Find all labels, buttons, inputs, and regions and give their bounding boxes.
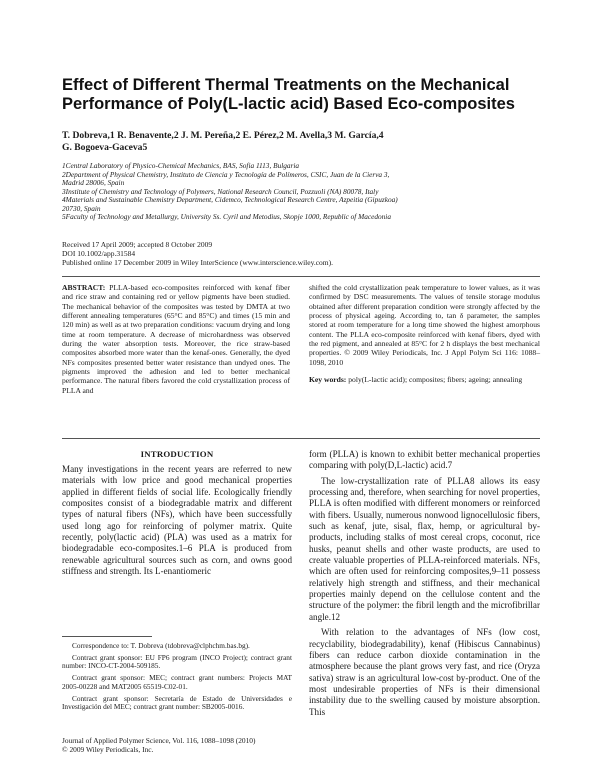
title-line: Performance of Poly(L-lactic acid) Based Eco-composites: [62, 95, 515, 113]
article-title: [62, 76, 562, 114]
affiliation-line: 3Institute of Chemistry and Technology of Polymers, National Research Council, Pozzuoli (NA) 80078, Italy: [62, 186, 379, 196]
abstract-top-rule: [62, 276, 540, 277]
correspondence-note: Correspondence to: T. Dobreva (tdobreva@clphchm.bas.bg).: [72, 641, 250, 650]
affiliation-line: 20730, Spain: [62, 203, 101, 213]
grant-note: Contract grant sponsor: EU FP6 program (INCO Project); contract grant number: INCO-CT-2004-509185.: [62, 652, 292, 671]
author-line: G. Bogoeva-Gaceva5: [62, 141, 148, 153]
body-paragraph: With relation to the advantages of NFs (low cost, recyclability, biodegradability), kenaf (Hibiscus Cannabinus) fibers can reduce carbon dioxide contamination in the atmosphere because the plant grows very fast, and rice (Oryza sativa) straw is an agricultural low-cost by-product. One of the most undesirable properties of NFs is their dimensional instability due to the swelling caused by moisture absorption. This: [309, 627, 540, 717]
right-body-column: [309, 449, 540, 722]
keywords-text: poly(L-lactic acid); composites; fibers; ageing; annealing: [348, 375, 523, 385]
affiliation-line: 5Faculty of Technology and Metallurgy, University Ss. Cyril and Metodius, Skopje 1000, Republic of Macedonia: [62, 212, 391, 221]
affiliations: [62, 162, 562, 222]
abstract-continued: shifted the cold crystallization peak temperature to lower values, as it was confirmed by DSC measurements. The values of tensile storage modulus obtained after different preparation condition were strongly affected by the process of physical ageing. According to, tan δ parameter, the samples stored at room temperature for a long time showed the highest amorphous content. The PLLA eco-composite reinforced with kenaf fibers, dyed with the red pigment, and annealed at 85°C for 2 h displays the best mechanical properties. © 2009 Wiley Periodicals, Inc. J Appl Polym Sci 116: 1088–1098, 2010: [309, 283, 540, 367]
abstract-label: ABSTRACT:: [62, 283, 106, 292]
published-line: Published online 17 December 2009 in Wiley InterScience (www.interscience.wiley.com).: [62, 258, 334, 268]
body-paragraph: The low-crystallization rate of PLLA8 allows its easy processing and, therefore, when searching for novel properties, PLLA is often modified with different monomers or reinforced with fibers. Usually, numerous nonwood lignocellulosic fibers, such as kenaf, jute, sisal, flax, hemp, or agricultural by-products, including stalks of most cereal crops, coconut, rice husks, peanut shells and other waste products, are used to create valuable properties of PLLA-reinforced materials. NFs, which are often used for reinforcing composites,9–11 possess relatively high strength and stiffness, and their mechanical properties mainly depend on the cellulose content and the structure of the polymer: the fibril length and the microfibrillar angle.12: [309, 475, 540, 622]
abstract-left-column: [62, 283, 290, 395]
body-paragraph: form (PLLA) is known to exhibit better mechanical properties comparing with poly(D,L-lactic) acid.7: [309, 449, 540, 471]
affiliation-line: 1Central Laboratory of Physico-Chemical Mechanics, BAS, Sofia 1113, Bulgaria: [62, 161, 300, 170]
affiliation-line: 2Department of Physical Chemistry, Instituto de Ciencia y Tecnología de Polímeros, CSIC, Juan de la Cierva 3,: [62, 169, 390, 179]
intro-paragraph: Many investigations in the recent years are referred to new materials with low price and good mechanical properties applied in different fields of social life. Ecologically friendly composites consist of a biodegradable matrix and different types of natural fibers (NFs), which have been successfully used long ago for reinforcing of polymer matrix. Quite recently, poly(lactic acid) (PLA) was used as a matrix for biodegradable eco-composites.1–6 PLA is produced from renewable agricultural sources such as corn, and owns good stiffness and strength. Its L-enantiomeric: [62, 464, 292, 577]
abstract-right-column: [309, 283, 540, 384]
left-body-column: [62, 464, 292, 581]
keywords-label: Key words:: [309, 375, 347, 385]
author-line: T. Dobreva,1 R. Benavente,2 J. M. Pereña,2 E. Pérez,2 M. Avella,3 M. García,4: [62, 130, 384, 141]
publication-history: [62, 240, 562, 268]
doi-line: DOI 10.1002/app.31584: [62, 249, 136, 259]
footnotes: [62, 642, 292, 715]
copyright-line: © 2009 Wiley Periodicals, Inc.: [62, 745, 154, 754]
grant-note: Contract grant sponsor: MEC; contract grant numbers: Projects MAT 2005-00228 and MAT2005 65519-C02-01.: [62, 673, 292, 691]
journal-reference: [62, 736, 292, 754]
abstract-bottom-rule: [62, 438, 540, 439]
grant-note: Contract grant sponsor: Secretaría de Estado de Universidades e Investigación del MEC; contract grant number: SB2005-0016.: [62, 693, 292, 712]
footnote-rule: [62, 636, 152, 637]
affiliation-line: 4Materials and Sustainable Chemistry Department, Cidemco, Technological Research Centre, Azpeitia (Gipuzkoa): [62, 195, 398, 204]
author-list: [62, 130, 562, 153]
title-line: Effect of Different Thermal Treatments on the Mechanical: [62, 76, 510, 94]
journal-citation: Journal of Applied Polymer Science, Vol. 116, 1088–1098 (2010): [62, 736, 256, 745]
abstract-text: PLLA-based eco-composites reinforced with kenaf fiber and rice straw and containing red or yellow pigments have been studied. The mechanical behavior of the composites was tested by DMTA at two different annealing temperatures (65°C and 85°C) and times (15 min and 120 min) as well as at two preparation conditions: vacuum drying and long time at room temperature. A decrease of microhardness was observed during the water absorption tests. Moreover, the rice straw-based composites absorbed more water than the kenaf-ones. Generally, the dyed NFs composites presented better water resistance than undyed ones. The pigments improved the adhesion and led to better mechanical performance. The natural fibers favored the cold crystallization process of PLLA and: [62, 283, 290, 395]
received-line: Received 17 April 2009; accepted 8 October 2009: [62, 240, 213, 249]
introduction-heading: INTRODUCTION: [140, 449, 214, 459]
affiliation-line: Madrid 28006, Spain: [62, 178, 125, 187]
